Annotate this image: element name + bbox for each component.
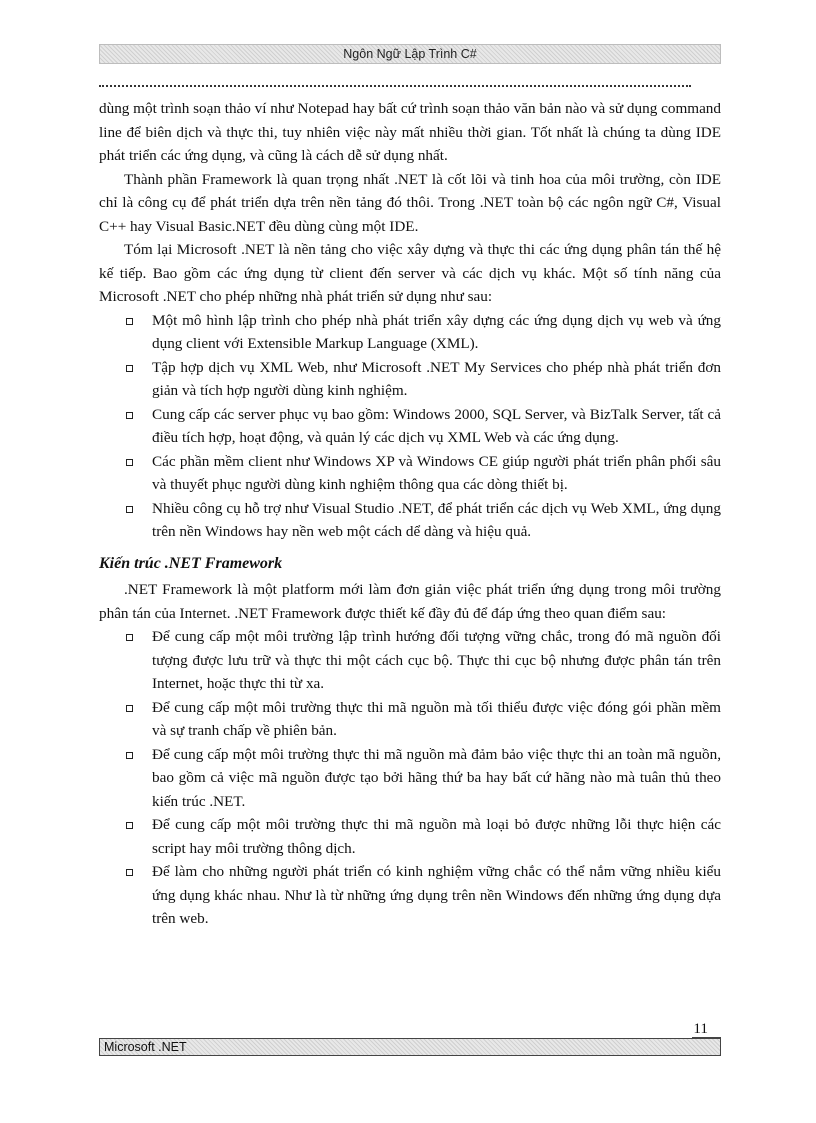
list-item-text: Nhiều công cụ hỗ trợ như Visual Studio .NET, để phát triển các dịch vụ Web XML, ứng dụng trên nền Windows hay nền web một cách dể dàng và hiệu quả. xyxy=(152,499,721,540)
paragraph: Tóm lại Microsoft .NET là nền tảng cho việc xây dựng và thực thi các ứng dụng phân tán thế hệ kế tiếp. Bao gồm các ứng dụng từ client đến server và các dịch vụ khác. Một số tính năng của Microsoft .NET cho phép những nhà phát triển sử dụng như sau: xyxy=(99,241,721,305)
square-bullet-icon xyxy=(126,705,133,712)
list-item xyxy=(99,450,721,497)
square-bullet-icon xyxy=(126,752,133,759)
list-item xyxy=(99,696,721,743)
goals-list xyxy=(99,625,721,931)
list-item-text: Một mô hình lập trình cho phép nhà phát triển xây dựng các ứng dụng dịch vụ web và ứng dụng client với Extensible Markup Language (XML). xyxy=(152,311,721,352)
square-bullet-icon xyxy=(126,365,133,372)
square-bullet-icon xyxy=(126,822,133,829)
list-item-text: Để cung cấp một môi trường thực thi mã nguồn mà loại bỏ được những lỗi thực hiện các script hay môi trường thông dịch. xyxy=(152,816,721,857)
square-bullet-icon xyxy=(126,506,133,513)
paragraph: dùng một trình soạn thảo ví như Notepad hay bất cứ trình soạn thảo văn bản nào và sử dụng command line để biên dịch và thực thi, tuy nhiên việc này mất nhiều thời gian. Tốt nhất là chúng ta dùng IDE phát triển các ứng dụng, và cũng là cách dễ sử dụng nhất. xyxy=(99,100,721,164)
square-bullet-icon xyxy=(126,412,133,419)
paragraph: Thành phần Framework là quan trọng nhất .NET là cốt lõi và tinh hoa của môi trường, còn IDE chỉ là công cụ để phát triển dựa trên nền tảng đó thôi. Trong .NET toàn bộ các ngôn ngữ C#, Visual C++ hay Visual Basic.NET đều dùng cùng một IDE. xyxy=(99,170,721,235)
header-title: Ngôn Ngữ Lập Trình C# xyxy=(343,47,477,61)
list-item xyxy=(99,813,721,860)
list-item xyxy=(99,497,721,544)
page-number: 11 xyxy=(693,1020,708,1037)
section-heading: Kiến trúc .NET Framework xyxy=(99,554,283,572)
header-dotted-rule xyxy=(99,85,691,87)
square-bullet-icon xyxy=(126,869,133,876)
list-item xyxy=(99,309,721,356)
page-body xyxy=(99,97,721,931)
list-item xyxy=(99,625,721,696)
footer-label: Microsoft .NET xyxy=(104,1040,187,1054)
square-bullet-icon xyxy=(126,318,133,325)
list-item xyxy=(99,356,721,403)
section-intro: .NET Framework là một platform mới làm đơn giản việc phát triển ứng dụng trong môi trường phân tán của Internet. .NET Framework được thiết kế đầy đủ để đáp ứng theo quan điểm sau: xyxy=(99,581,721,622)
list-item-text: Để cung cấp một môi trường thực thi mã nguồn mà tối thiểu được việc đóng gói phần mềm và sự tranh chấp về phiên bản. xyxy=(152,698,721,739)
list-item-text: Cung cấp các server phục vụ bao gồm: Windows 2000, SQL Server, và BizTalk Server, tất cả điều tích hợp, hoạt động, và quản lý các dịch vụ XML Web và các ứng dụng. xyxy=(152,405,721,446)
list-item-text: Để làm cho những người phát triển có kinh nghiệm vững chắc có thể nắm vững nhiều kiểu ứng dụng khác nhau. Như là từ những ứng dụng trên nền Windows đến những ứng dụng dựa trên web. xyxy=(152,863,721,927)
list-item-text: Tập hợp dịch vụ XML Web, như Microsoft .NET My Services cho phép nhà phát triển đơn giản và tích hợp người dùng kinh nghiệm. xyxy=(152,358,721,399)
page-footer xyxy=(99,1038,721,1056)
list-item xyxy=(99,743,721,814)
list-item-text: Để cung cấp một môi trường lập trình hướng đối tượng vững chắc, trong đó mã nguồn đối tượng được lưu trữ và thực thi một cách cục bộ. Thực thi cục bộ nhưng được phân tán trên Internet, hoặc thực thi từ xa. xyxy=(152,628,721,692)
list-item-text: Để cung cấp một môi trường thực thi mã nguồn mà đảm bảo việc thực thi an toàn mã nguồn, bao gồm cả việc mã nguồn được tạo bởi hãng thứ ba hay bất cứ hãng nào mà tuân thủ theo kiến trúc .NET. xyxy=(152,745,721,810)
square-bullet-icon xyxy=(126,459,133,466)
page-header xyxy=(99,44,721,64)
list-item-text: Các phần mềm client như Windows XP và Windows CE giúp người phát triển phân phối sâu và thuyết phục người dùng kinh nghiệm thông qua các dòng thiết bị. xyxy=(152,452,721,493)
features-list xyxy=(99,309,721,544)
square-bullet-icon xyxy=(126,634,133,641)
list-item xyxy=(99,860,721,931)
list-item xyxy=(99,403,721,450)
